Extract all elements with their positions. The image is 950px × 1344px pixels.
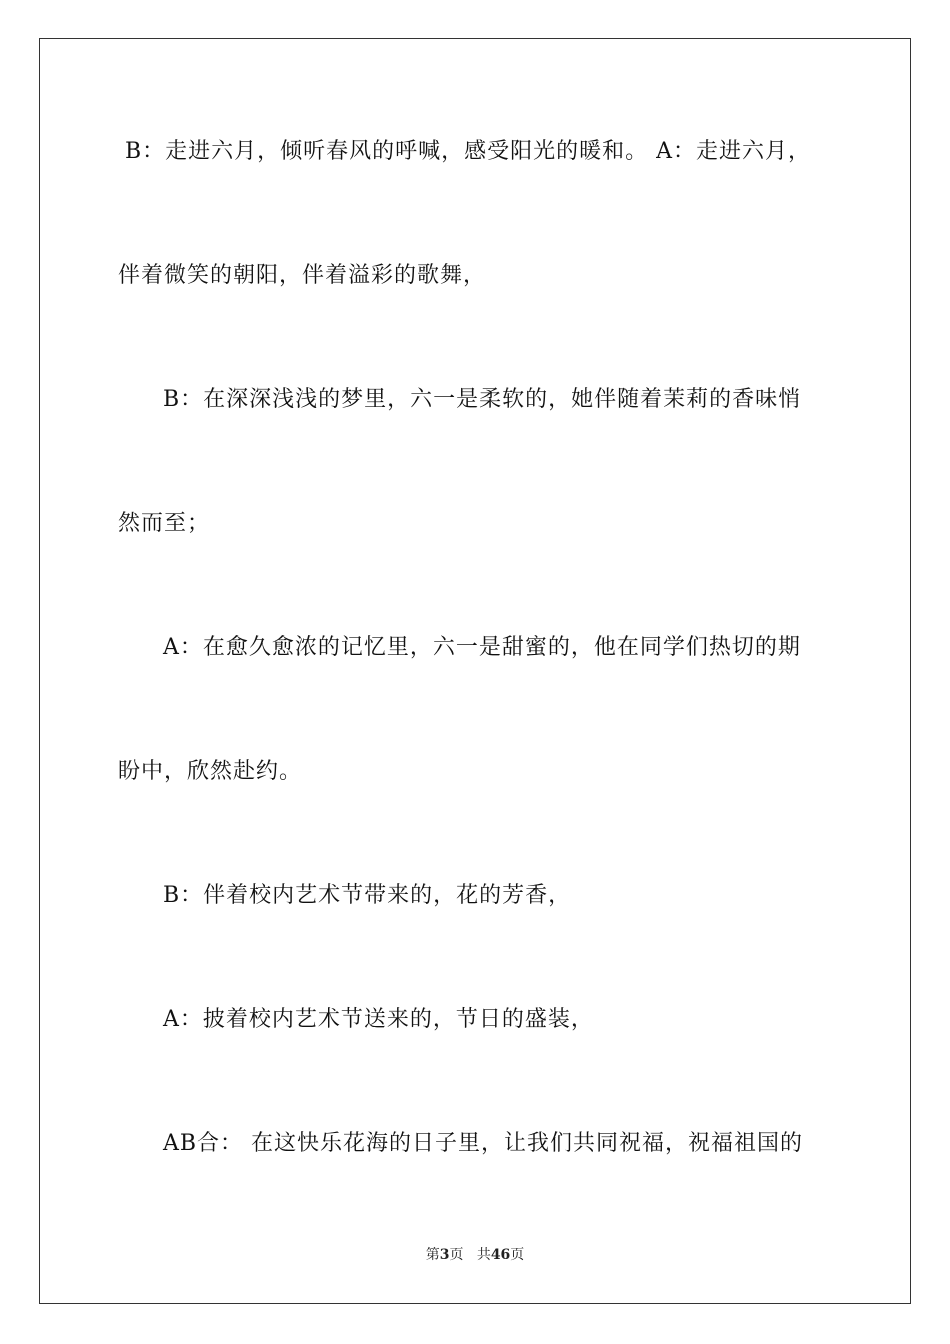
text-line-8: A：披着校内艺术节送来的，节日的盛装，: [163, 1007, 594, 1032]
text-line-7: B：伴着校内艺术节带来的，花的芳香，: [163, 883, 572, 908]
page-border: [39, 38, 911, 1304]
total-suffix: 页: [510, 1247, 525, 1263]
text-line-5: A：在愈久愈浓的记忆里，六一是甜蜜的，他在同学们热切的期: [163, 635, 801, 660]
text-line-1: B：走进六月，倾听春风的呼喊，感受阳光的暖和。 A：走进六月，: [125, 139, 812, 164]
total-prefix: 共: [476, 1247, 491, 1263]
text-line-3: B：在深深浅浅的梦里，六一是柔软的，她伴随着茉莉的香味悄: [163, 387, 802, 412]
page-prefix: 第: [425, 1247, 440, 1263]
text-line-6: 盼中，欣然赴约。: [118, 759, 303, 784]
page-footer: [0, 1246, 950, 1264]
text-line-9: AB合： 在这快乐花海的日子里，让我们共同祝福，祝福祖国的: [163, 1131, 804, 1156]
text-line-2: 伴着微笑的朝阳，伴着溢彩的歌舞，: [118, 263, 487, 288]
page-suffix: 页: [449, 1247, 464, 1263]
total-pages: 46: [490, 1247, 511, 1263]
page-number: 3: [439, 1247, 450, 1263]
text-line-4: 然而至；: [118, 511, 211, 536]
